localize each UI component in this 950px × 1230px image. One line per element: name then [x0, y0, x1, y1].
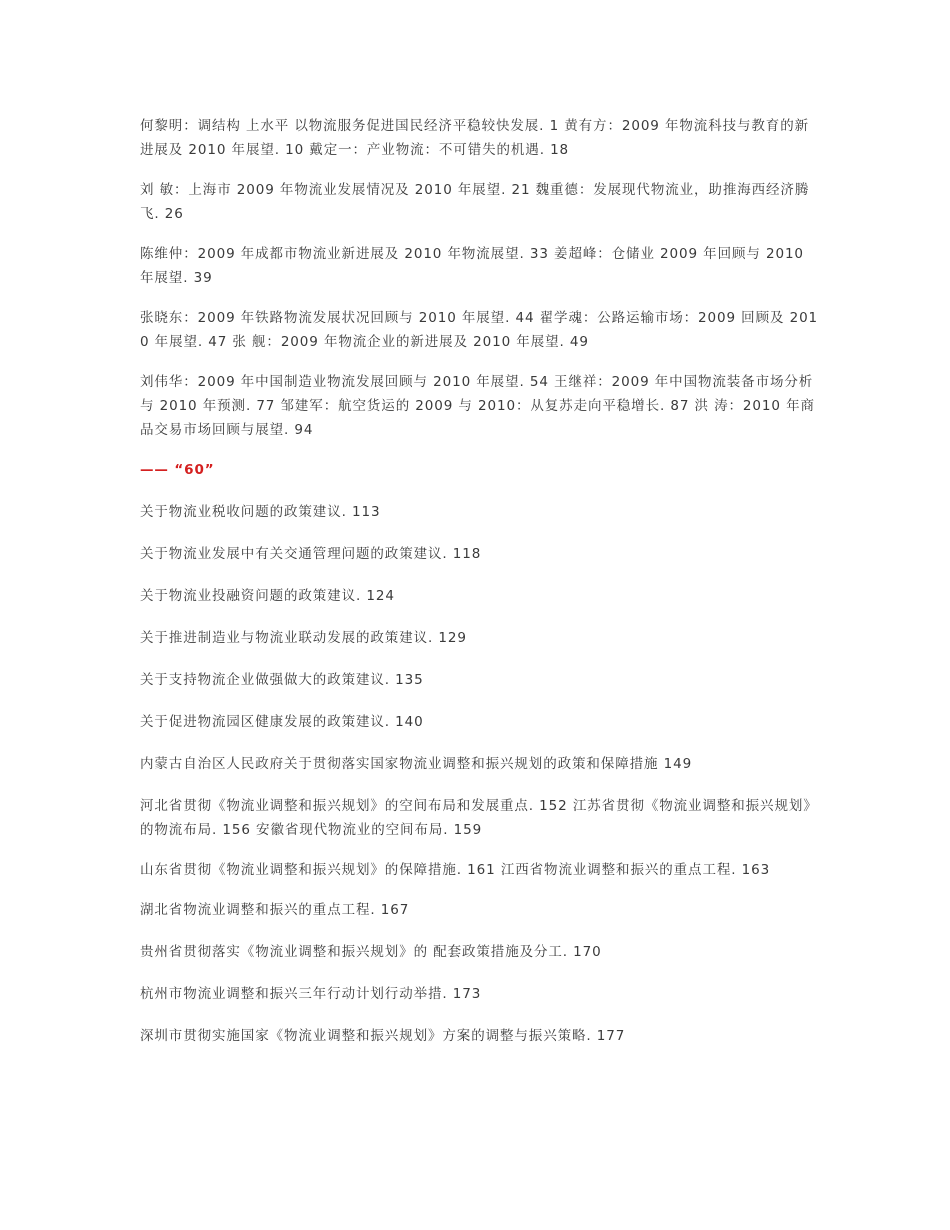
toc-paragraph: 何黎明：调结构 上水平 以物流服务促进国民经济平稳较快发展. 1 黄有方：2009 年物流科技与教育的新进展及 2010 年展望. 10 戴定一：产业物流：不可错失的机遇. 18: [140, 118, 809, 158]
toc-entry: 深圳市贯彻实施国家《物流业调整和振兴规划》方案的调整与振兴策略. 177: [140, 1028, 626, 1044]
toc-entry: 关于物流业投融资问题的政策建议. 124: [140, 588, 395, 604]
toc-entry: 关于促进物流园区健康发展的政策建议. 140: [140, 714, 424, 730]
toc-entry: 山东省贯彻《物流业调整和振兴规划》的保障措施. 161 江西省物流业调整和振兴的重点工程. 163: [140, 862, 771, 878]
toc-entry: 河北省贯彻《物流业调整和振兴规划》的空间布局和发展重点. 152 江苏省贯彻《物流业调整和振兴规划》的物流布局. 156 安徽省现代物流业的空间布局. 159: [140, 798, 818, 838]
toc-entry: 杭州市物流业调整和振兴三年行动计划行动举措. 173: [140, 986, 482, 1002]
toc-paragraph: 张晓东：2009 年铁路物流发展状况回顾与 2010 年展望. 44 翟学魂：公路运输市场：2009 回顾及 2010 年展望. 47 张 舰：2009 年物流企业的新进展及 2010 年展望. 49: [140, 310, 819, 350]
toc-entry: 湖北省物流业调整和振兴的重点工程. 167: [140, 902, 410, 918]
document-body: [140, 114, 820, 1066]
toc-paragraph: 陈维仲：2009 年成都市物流业新进展及 2010 年物流展望. 33 姜超峰：仓储业 2009 年回顾与 2010 年展望. 39: [140, 246, 804, 286]
toc-paragraph: 刘伟华：2009 年中国制造业物流发展回顾与 2010 年展望. 54 王继祥：2009 年中国物流装备市场分析与 2010 年预测. 77 邹建军：航空货运的 2009 与 2010：从复苏走向平稳增长. 87 洪 涛：2010 年商品交易市场回顾与展望. 94: [140, 374, 815, 438]
toc-entry: 关于支持物流企业做强做大的政策建议. 135: [140, 672, 424, 688]
toc-entry: 贵州省贯彻落实《物流业调整和振兴规划》的 配套政策措施及分工. 170: [140, 944, 602, 960]
toc-entry: 关于物流业税收问题的政策建议. 113: [140, 504, 381, 520]
toc-paragraph: 刘 敏：上海市 2009 年物流业发展情况及 2010 年展望. 21 魏重德：发展现代物流业，助推海西经济腾飞. 26: [140, 182, 810, 222]
toc-entry: 关于推进制造业与物流业联动发展的政策建议. 129: [140, 630, 467, 646]
section-heading: —— “60”: [140, 462, 215, 478]
toc-entry: 关于物流业发展中有关交通管理问题的政策建议. 118: [140, 546, 482, 562]
toc-entry: 内蒙古自治区人民政府关于贯彻落实国家物流业调整和振兴规划的政策和保障措施 149: [140, 756, 693, 772]
